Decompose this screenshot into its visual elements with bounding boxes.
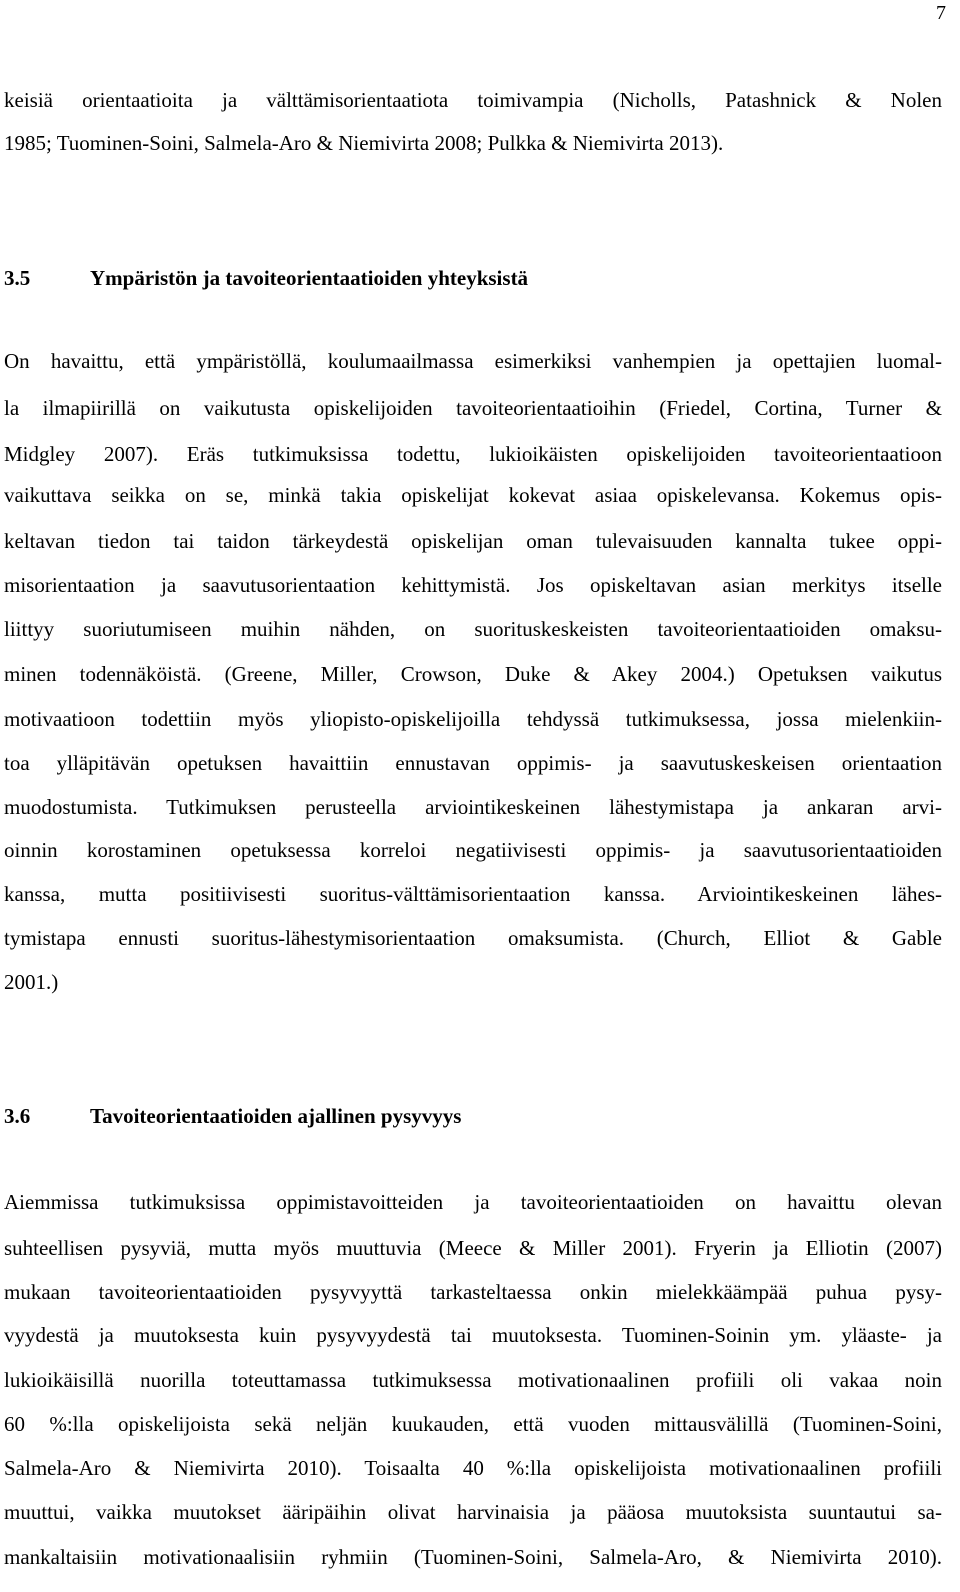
paragraph-line: misorientaation ja saavutusorientaation kehittymistä. Jos opiskeltavan asian merkitys itselle bbox=[4, 573, 942, 597]
paragraph-line: tymistapa ennusti suoritus-lähestymisorientaation omaksumista. (Church, Elliot & Gable bbox=[4, 926, 942, 950]
paragraph-line: la ilmapiirillä on vaikutusta opiskelijoiden tavoiteorientaatioihin (Friedel, Cortina, Turner & bbox=[4, 396, 942, 420]
paragraph-line: Midgley 2007). Eräs tutkimuksissa todettu, lukioikäisten opiskelijoiden tavoiteorientaatioon bbox=[4, 442, 942, 466]
paragraph-line: Salmela-Aro & Niemivirta 2010). Toisaalta 40 %:lla opiskelijoista motivationaalinen profiili bbox=[4, 1456, 942, 1480]
paragraph-line: 2001.) bbox=[4, 970, 59, 994]
paragraph-line: muuttui, vaikka muutokset ääripäihin olivat harvinaisia ja pääosa muutoksista suuntautui sa- bbox=[4, 1500, 942, 1524]
paragraph-line: mankaltaisiin motivationaalisiin ryhmiin (Tuominen-Soini, Salmela-Aro, & Niemivirta 2010). bbox=[4, 1545, 942, 1569]
paragraph-line: 60 %:lla opiskelijoista sekä neljän kuukauden, että vuoden mittausvälillä (Tuominen-Soini, bbox=[4, 1412, 942, 1436]
paragraph-line: keisiä orientaatioita ja välttämisorientaatiota toimivampia (Nicholls, Patashnick & Nolen bbox=[4, 88, 942, 112]
paragraph-line: toa ylläpitävän opetuksen havaittiin ennustavan oppimis- ja saavutuskeskeisen orientaation bbox=[4, 751, 942, 775]
paragraph-line: lukioikäisillä nuorilla toteuttamassa tutkimuksessa motivationaalinen profiili oli vakaa noin bbox=[4, 1368, 942, 1392]
section-heading bbox=[4, 1104, 461, 1128]
paragraph-line: mukaan tavoiteorientaatioiden pysyvyyttä tarkasteltaessa onkin mielekkäämpää puhua pysy- bbox=[4, 1280, 942, 1304]
section-number: 3.5 bbox=[4, 266, 31, 290]
paragraph-line: On havaittu, että ympäristöllä, koulumaailmassa esimerkiksi vanhempien ja opettajien luomal- bbox=[4, 349, 942, 373]
paragraph-line: oinnin korostaminen opetuksessa korreloi negatiivisesti oppimis- ja saavutusorientaatioiden bbox=[4, 838, 942, 862]
section-title: Ympäristön ja tavoiteorientaatioiden yhteyksistä bbox=[90, 266, 529, 290]
paragraph-line: keltavan tiedon tai taidon tärkeydestä opiskelijan oman tulevaisuuden kannalta tukee oppi- bbox=[4, 529, 942, 553]
paragraph-line: 1985; Tuominen-Soini, Salmela-Aro & Niemivirta 2008; Pulkka & Niemivirta 2013). bbox=[4, 131, 724, 155]
paragraph-line: minen todennäköistä. (Greene, Miller, Crowson, Duke & Akey 2004.) Opetuksen vaikutus bbox=[4, 662, 942, 686]
section-heading bbox=[4, 266, 528, 290]
section-title: Tavoiteorientaatioiden ajallinen pysyvyys bbox=[90, 1104, 462, 1128]
paragraph-line: kanssa, mutta positiivisesti suoritus-välttämisorientaation kanssa. Arviointikeskeinen lähes- bbox=[4, 882, 942, 906]
paragraph-line: vaikuttava seikka on se, minkä takia opiskelijat kokevat asiaa opiskelevansa. Kokemus opis- bbox=[4, 483, 942, 507]
page-number: 7 bbox=[936, 2, 946, 24]
section-number: 3.6 bbox=[4, 1104, 31, 1128]
paragraph-line: Aiemmissa tutkimuksissa oppimistavoitteiden ja tavoiteorientaatioiden on havaittu olevan bbox=[4, 1190, 942, 1214]
paragraph-line: muodostumista. Tutkimuksen perusteella arviointikeskeinen lähestymistapa ja ankaran arvi- bbox=[4, 795, 942, 819]
paragraph-line: suhteellisen pysyviä, mutta myös muuttuvia (Meece & Miller 2001). Fryerin ja Elliotin (2007) bbox=[4, 1236, 942, 1260]
paragraph-line: vyydestä ja muutoksesta kuin pysyvyydestä tai muutoksesta. Tuominen-Soinin ym. yläaste- ja bbox=[4, 1323, 942, 1347]
paragraph-line: motivaatioon todettiin myös yliopisto-opiskelijoilla tehdyssä tutkimuksessa, jossa mielenkiin- bbox=[4, 707, 942, 731]
paragraph-line: liittyy suoriutumiseen muihin nähden, on suorituskeskeisten tavoiteorientaatioiden omaksu- bbox=[4, 617, 942, 641]
